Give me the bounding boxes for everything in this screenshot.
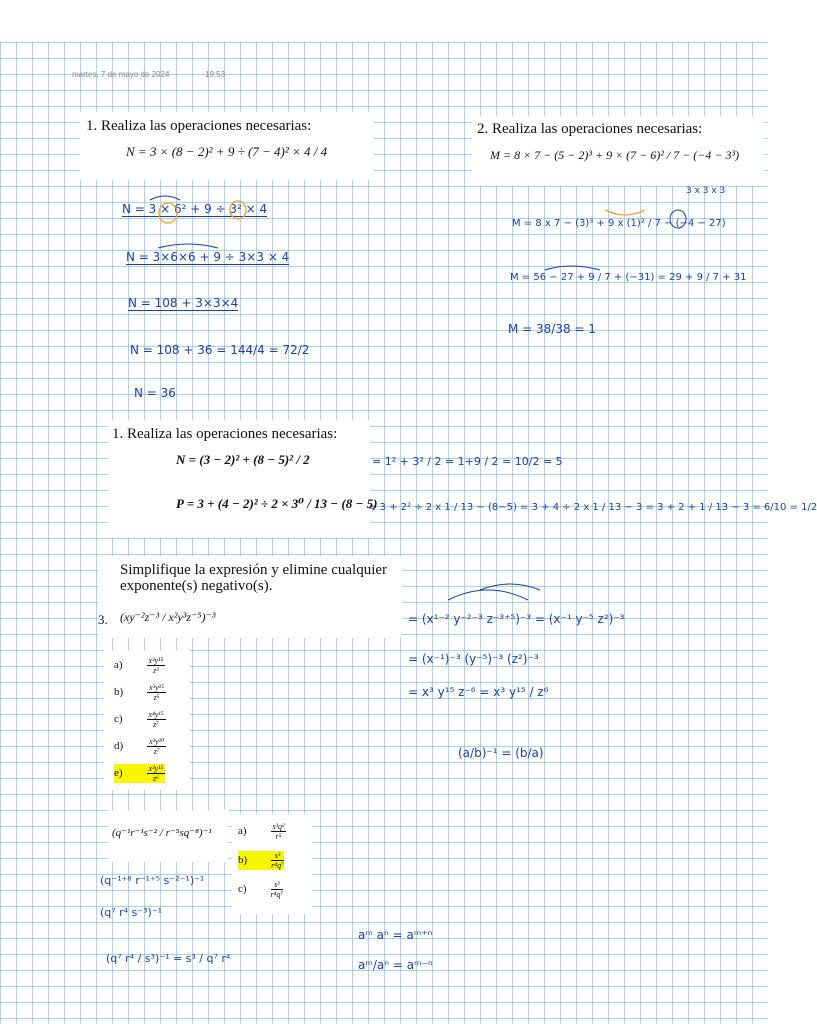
problem-3-label: 1. Realiza las operaciones necesarias: bbox=[112, 426, 338, 442]
option-numerator: s³ bbox=[271, 851, 284, 861]
p2-work-line-1: M = 8 x 7 − (3)³ + 9 x (1)² / 7 − (−4 − 27) bbox=[512, 218, 726, 229]
option-numerator: x³y¹⁵ bbox=[148, 764, 164, 773]
p5-work-line-3: (q⁷ r⁴ / s³)⁻¹ = s³ / q⁷ r⁴ bbox=[106, 952, 231, 965]
p4-work-line-3: = x³ y¹⁵ z⁻⁶ = x³ y¹⁵ / z⁶ bbox=[408, 685, 549, 699]
problem-4-number: 3. bbox=[98, 612, 108, 627]
p1-work-line-4: N = 108 + 36 = 144/4 = 72/2 bbox=[130, 343, 310, 357]
p4-work-line-1: = (x¹⁻² y⁻²⁻³ z⁻³⁺⁵)⁻³ = (x⁻¹ y⁻⁵ z²)⁻³ bbox=[408, 612, 625, 626]
exponent-rule-product: aᵐ aⁿ = aᵐ⁺ⁿ bbox=[358, 928, 433, 942]
option-letter: b) bbox=[238, 854, 248, 867]
option-denominator: z⁶ bbox=[152, 774, 159, 783]
option-numerator: s² bbox=[271, 880, 284, 890]
p3-work-n: = 1² + 3² / 2 = 1+9 / 2 = 10/2 = 5 bbox=[372, 455, 563, 468]
page-date: martes, 7 de mayo de 2024 bbox=[72, 70, 170, 79]
page-time: 19:53 bbox=[205, 70, 226, 79]
option-letter: b) bbox=[114, 686, 124, 699]
p5-work-line-1: (q⁻¹⁺⁸ r⁻¹⁺⁵ s⁻²⁻¹)⁻¹ bbox=[100, 874, 205, 887]
option-denominator: z⁵ bbox=[153, 693, 160, 702]
p1-work-line-3: N = 108 + 3×3×4 bbox=[128, 296, 239, 310]
option-denominator: z³ bbox=[153, 666, 159, 675]
option-letter: a) bbox=[238, 825, 247, 838]
p2-work-line-2: M = 56 − 27 + 9 / 7 + (−31) = 29 + 9 / 7 + 31 bbox=[510, 272, 747, 283]
option-numerator: x⁴y¹⁵ bbox=[148, 710, 164, 719]
option-numerator: x³y¹⁰ bbox=[149, 737, 165, 746]
option-denominator: z⁷ bbox=[153, 720, 160, 729]
option-letter: a) bbox=[114, 659, 123, 672]
problem-2-label: 2. Realiza las operaciones necesarias: bbox=[477, 121, 703, 137]
p1-work-line-5: N = 36 bbox=[134, 386, 176, 400]
p1-work-line-1: N = 3 × 6² + 9 ÷ 3² × 4 bbox=[122, 202, 268, 216]
option-letter: c) bbox=[238, 883, 247, 896]
problem-5-expression: (q⁻¹r⁻¹s⁻² / r⁻⁵sq⁻⁸)⁻¹ bbox=[112, 827, 212, 839]
exponent-rule-quotient: aᵐ/aⁿ = aᵐ⁻ⁿ bbox=[358, 958, 433, 972]
p2-work-line-3: M = 38/38 = 1 bbox=[508, 322, 596, 336]
problem-3-formula-p: P = 3 + (4 − 2)² ÷ 2 × 3⁰ / 13 − (8 − 5) bbox=[176, 496, 378, 511]
option-denominator: r⁴q⁷ bbox=[270, 890, 284, 899]
option-numerator: x³y¹⁵ bbox=[148, 656, 164, 665]
option-denominator: r⁴q⁷ bbox=[271, 861, 284, 870]
p1-work-line-2: N = 3×6×6 + 9 ÷ 3×3 × 4 bbox=[126, 250, 290, 264]
p4-work-line-2: = (x⁻¹)⁻³ (y⁻⁵)⁻³ (z²)⁻³ bbox=[408, 652, 539, 666]
problem-4-expression: (xy⁻²z⁻³ / x²y³z⁻⁵)⁻³ bbox=[120, 610, 216, 624]
option-denominator: z⁷ bbox=[153, 747, 160, 756]
problem-1-label: 1. Realiza las operaciones necesarias: bbox=[86, 118, 312, 134]
problem-4-label-2: exponente(s) negativo(s). bbox=[120, 578, 273, 594]
p2-work-note: 3 x 3 x 3 bbox=[686, 186, 726, 196]
option-letter: d) bbox=[114, 740, 124, 753]
option-numerator: s³q² bbox=[272, 822, 285, 831]
problem-1-formula: N = 3 × (8 − 2)² + 9 ÷ (7 − 4)² × 4 / 4 bbox=[126, 144, 328, 159]
p5-work-line-2: (q⁷ r⁴ s⁻³)⁻¹ bbox=[100, 906, 163, 919]
option-denominator: r⁵ bbox=[275, 832, 282, 841]
option-letter: c) bbox=[114, 713, 123, 726]
p3-work-p: = 3 + 2² ÷ 2 x 1 / 13 − (8−5) = 3 + 4 ÷ 2 x 1 / 13 − 3 = 3 + 2 + 1 / 13 − 3 = 6/10 = 1/2 bbox=[368, 502, 817, 513]
p4-work-rule: (a/b)⁻¹ = (b/a) bbox=[458, 746, 544, 760]
problem-2-formula: M = 8 × 7 − (5 − 2)³ + 9 × (7 − 6)² / 7 − (−4 − 3³) bbox=[490, 148, 740, 162]
option-numerator: x³y¹⁵ bbox=[149, 683, 164, 692]
problem-3-formula-n: N = (3 − 2)² + (8 − 5)² / 2 bbox=[176, 452, 310, 467]
option-letter: e) bbox=[114, 767, 123, 780]
problem-4-label-1: Simplifique la expresión y elimine cualquier bbox=[120, 562, 388, 578]
